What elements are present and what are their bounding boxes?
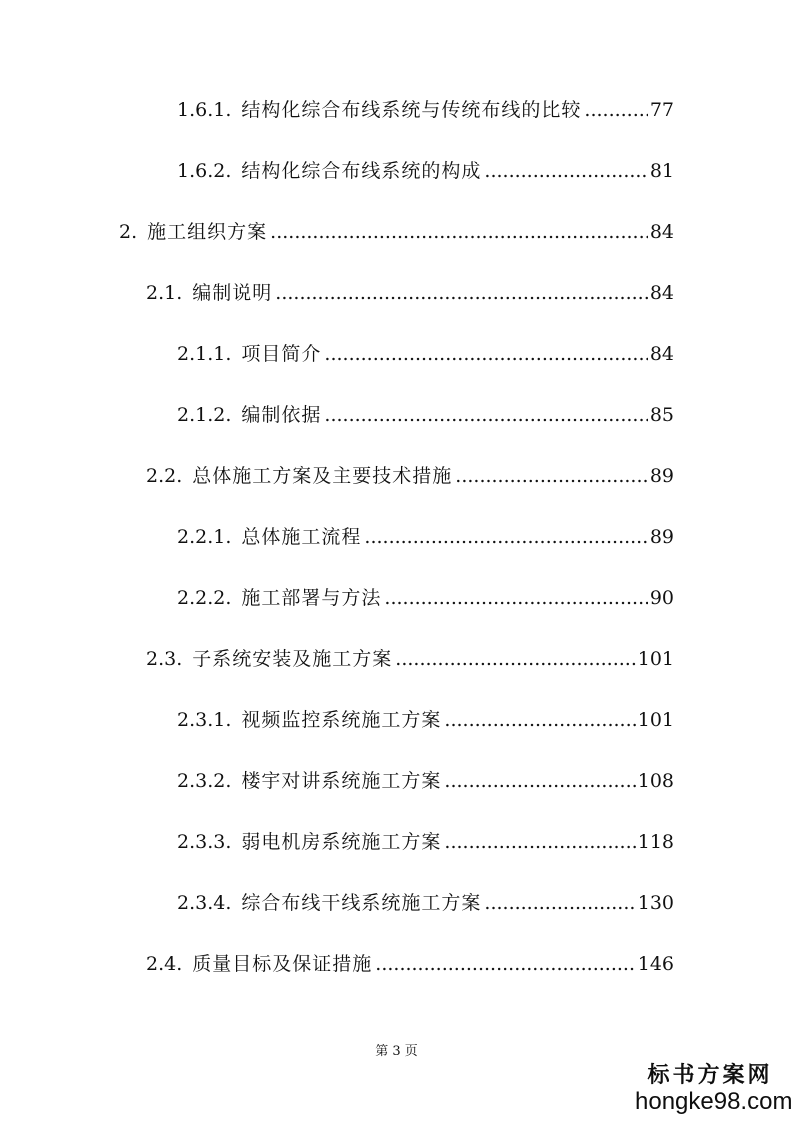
table-of-contents xyxy=(0,94,793,1009)
toc-entry[interactable] xyxy=(0,643,793,704)
toc-entry[interactable] xyxy=(0,582,793,643)
toc-entry[interactable] xyxy=(0,887,793,948)
toc-dot-leader xyxy=(375,948,635,980)
toc-entry[interactable] xyxy=(0,704,793,765)
toc-entry-title: 视频监控系统施工方案 xyxy=(241,709,442,731)
toc-entry-page: 81 xyxy=(649,160,674,182)
toc-entry-title: 施工部署与方法 xyxy=(241,587,382,609)
toc-entry-page: 84 xyxy=(649,282,674,304)
toc-entry-title: 子系统安装及施工方案 xyxy=(192,648,393,670)
toc-entry-number: 2.3.1. xyxy=(177,709,232,731)
toc-entry-number: 2.3. xyxy=(146,648,183,670)
toc-entry-page: 90 xyxy=(649,587,674,609)
toc-entry-page: 101 xyxy=(637,648,674,670)
toc-entry-page: 101 xyxy=(637,709,674,731)
toc-entry-page: 146 xyxy=(637,953,674,975)
toc-entry-title: 结构化综合布线系统的构成 xyxy=(241,160,482,182)
toc-entry-number: 2.2.2. xyxy=(177,587,232,609)
toc-dot-leader xyxy=(364,521,647,553)
toc-entry[interactable] xyxy=(0,765,793,826)
toc-dot-leader xyxy=(444,704,635,736)
toc-entry-number: 2.3.3. xyxy=(177,831,232,853)
watermark-brand-text: 标书方案网 xyxy=(647,1062,773,1087)
toc-dot-leader xyxy=(324,338,647,370)
toc-entry-number: 2.1.2. xyxy=(177,404,232,426)
toc-entry[interactable] xyxy=(0,338,793,399)
toc-entry[interactable] xyxy=(0,460,793,521)
toc-entry-number: 2.3.4. xyxy=(177,892,232,914)
toc-entry-number: 1.6.2. xyxy=(177,160,232,182)
toc-entry-number: 2.2.1. xyxy=(177,526,232,548)
toc-dot-leader xyxy=(444,765,635,797)
toc-entry-page: 89 xyxy=(649,526,674,548)
toc-entry-page: 84 xyxy=(649,221,674,243)
toc-entry-number: 2.1. xyxy=(146,282,183,304)
toc-dot-leader xyxy=(484,155,647,187)
toc-entry-title: 楼宇对讲系统施工方案 xyxy=(241,770,442,792)
toc-entry-number: 2.2. xyxy=(146,465,183,487)
watermark-site-text: hongke98.com xyxy=(635,1088,793,1115)
toc-entry[interactable] xyxy=(0,277,793,338)
toc-entry-page: 118 xyxy=(637,831,674,853)
toc-entry[interactable] xyxy=(0,826,793,887)
toc-entry-title: 结构化综合布线系统与传统布线的比较 xyxy=(241,99,582,121)
toc-dot-leader xyxy=(270,216,648,248)
toc-entry-number: 2.3.2. xyxy=(177,770,232,792)
toc-dot-leader xyxy=(455,460,648,492)
toc-entry[interactable] xyxy=(0,521,793,582)
page-number-label: 第 3 页 xyxy=(375,1044,418,1059)
toc-entry-page: 108 xyxy=(637,770,674,792)
toc-entry-page: 85 xyxy=(649,404,674,426)
toc-entry-number: 2.1.1. xyxy=(177,343,232,365)
toc-entry-page: 77 xyxy=(649,99,674,121)
toc-entry-title: 综合布线干线系统施工方案 xyxy=(241,892,482,914)
toc-entry-page: 84 xyxy=(649,343,674,365)
toc-entry-page: 89 xyxy=(649,465,674,487)
toc-dot-leader xyxy=(275,277,648,309)
toc-entry[interactable] xyxy=(0,399,793,460)
toc-entry-title: 总体施工流程 xyxy=(241,526,362,548)
toc-dot-leader xyxy=(324,399,647,431)
toc-entry-title: 弱电机房系统施工方案 xyxy=(241,831,442,853)
toc-dot-leader xyxy=(395,643,635,675)
toc-entry-title: 质量目标及保证措施 xyxy=(192,953,373,975)
toc-entry-title: 编制说明 xyxy=(192,282,273,304)
page-footer xyxy=(0,1040,793,1059)
toc-entry-number: 2. xyxy=(119,221,138,243)
toc-dot-leader xyxy=(384,582,647,614)
toc-entry-number: 1.6.1. xyxy=(177,99,232,121)
toc-dot-leader xyxy=(484,887,635,919)
toc-entry-page: 130 xyxy=(637,892,674,914)
toc-entry-title: 总体施工方案及主要技术措施 xyxy=(192,465,453,487)
toc-entry-title: 编制依据 xyxy=(241,404,322,426)
toc-entry-number: 2.4. xyxy=(146,953,183,975)
toc-entry[interactable] xyxy=(0,94,793,155)
toc-entry[interactable] xyxy=(0,155,793,216)
toc-entry[interactable] xyxy=(0,216,793,277)
toc-entry[interactable] xyxy=(0,948,793,1009)
toc-dot-leader xyxy=(444,826,635,858)
toc-dot-leader xyxy=(584,94,647,126)
watermark-logo xyxy=(635,1062,793,1115)
toc-entry-title: 施工组织方案 xyxy=(147,221,268,243)
toc-entry-title: 项目简介 xyxy=(241,343,322,365)
